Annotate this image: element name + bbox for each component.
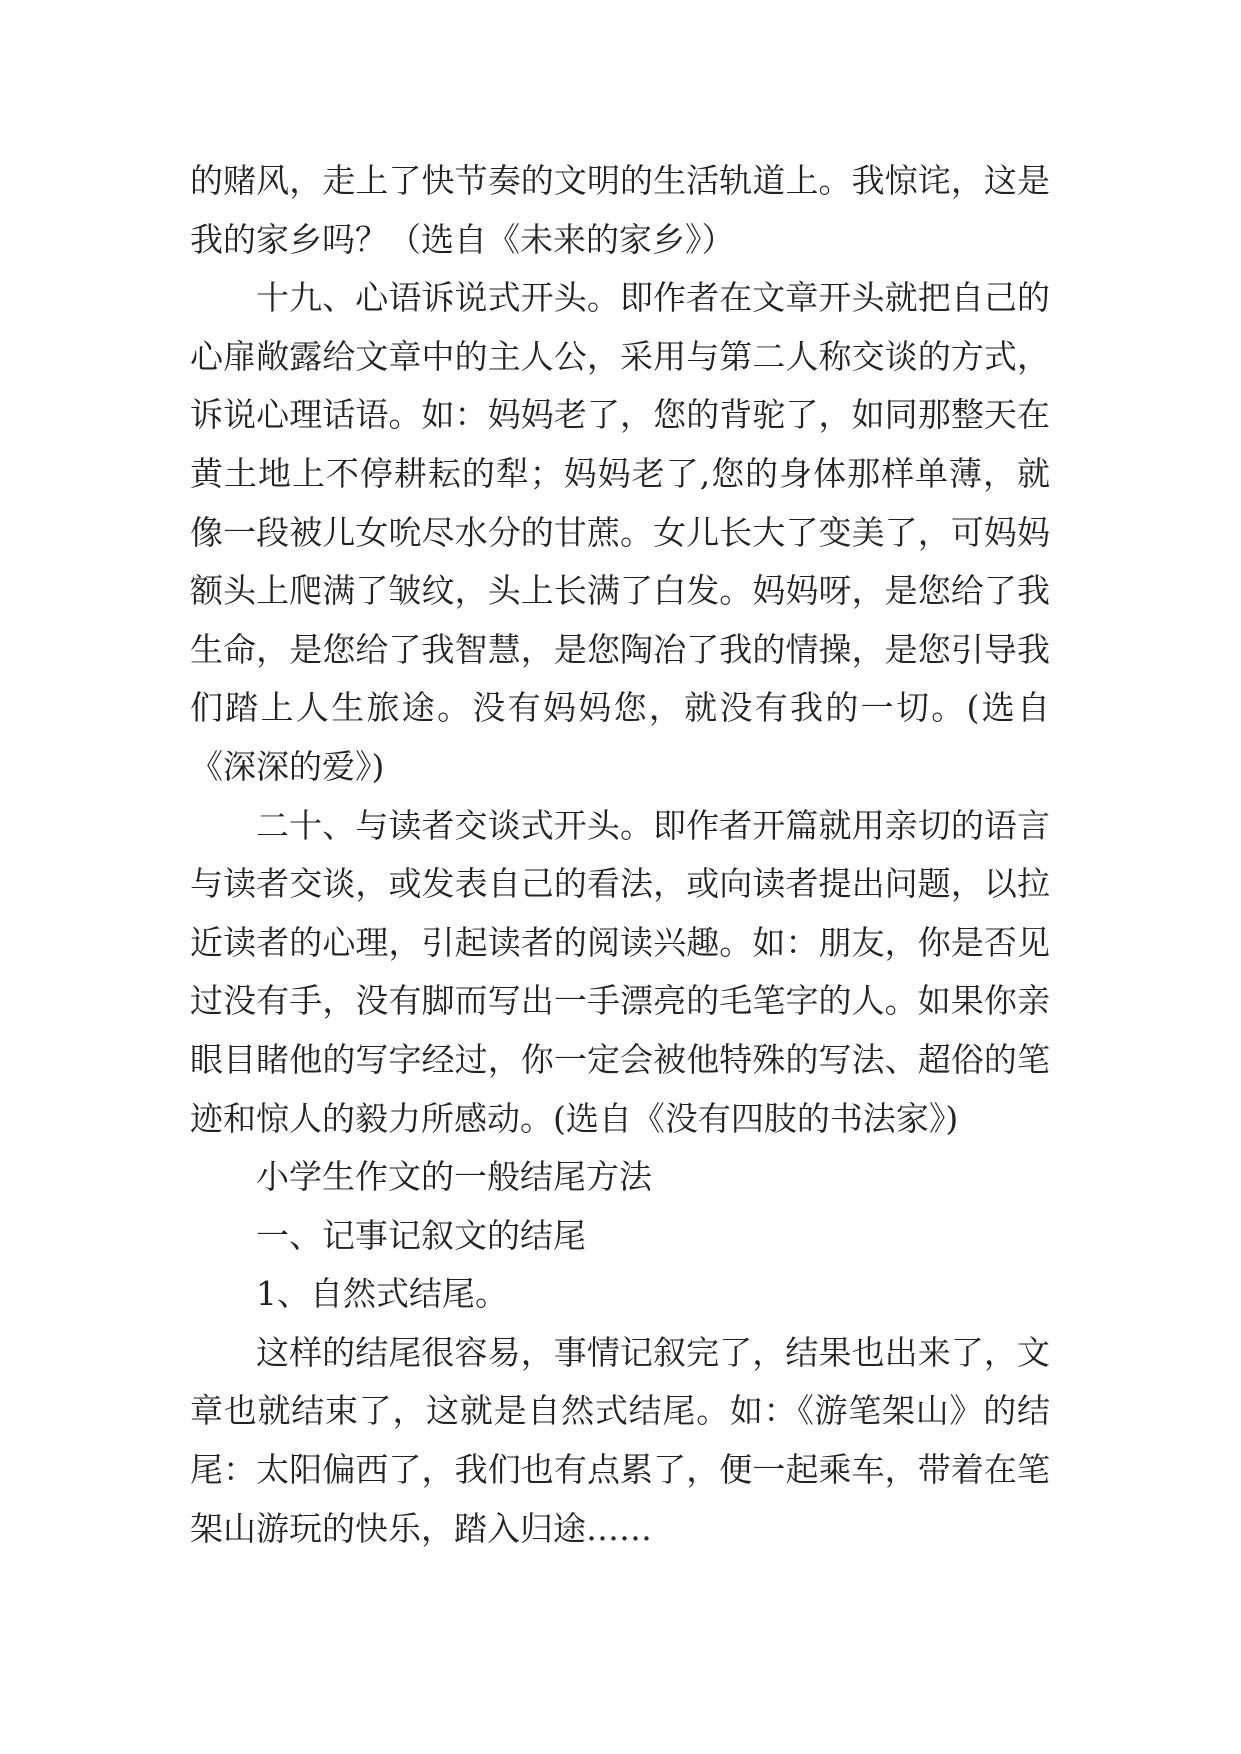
paragraph-continuation: 的赌风，走上了快节奏的文明的生活轨道上。我惊诧，这是我的家乡吗？（选自《未来的家乡》） bbox=[190, 161, 1050, 259]
paragraph-natural-ending: 这样的结尾很容易，事情记叙完了，结果也出来了，文章也就结束了，这就是自然式结尾。如：《游笔架山》的结尾：太阳偏西了，我们也有点累了，便一起乘车，带着在笔架山游玩的快乐，踏入归途…… bbox=[190, 1332, 1050, 1548]
paragraph-heart-talk-opening: 十九、心语诉说式开头。即作者在文章开头就把自己的心扉敞露给文章中的主人公，采用与第二人称交谈的方式，诉说心理话语。如：妈妈老了，您的背驼了，如同那整天在黄土地上不停耕耘的犁；妈妈老了,您的身体那样单薄，就像一段被儿女吮尽水分的甘蔗。女儿长大了变美了，可妈妈额头上爬满了皱纹，头上长满了白发。妈妈呀，是您给了我生命，是您给了我智慧，是您陶冶了我的情操，是您引导我们踏上人生旅途。没有妈妈您，就没有我的一切。(选自《深深的爱》) bbox=[190, 278, 1050, 786]
document-body bbox=[190, 152, 1050, 1558]
subheading-natural-ending: 1、自然式结尾。 bbox=[256, 1274, 508, 1314]
paragraph-reader-talk-opening: 二十、与读者交谈式开头。即作者开篇就用亲切的语言与读者交谈，或发表自己的看法，或向读者提出问题，以拉近读者的心理，引起读者的阅读兴趣。如：朋友，你是否见过没有手，没有脚而写出一手漂亮的毛笔字的人。如果你亲眼目睹他的写字经过，你一定会被他特殊的写法、超俗的笔迹和惊人的毅力所感动。(选自《没有四肢的书法家》) bbox=[190, 805, 1050, 1138]
section-heading-endings: 小学生作文的一般结尾方法 bbox=[256, 1157, 652, 1197]
subheading-narrative-endings: 一、记事记叙文的结尾 bbox=[256, 1215, 586, 1255]
